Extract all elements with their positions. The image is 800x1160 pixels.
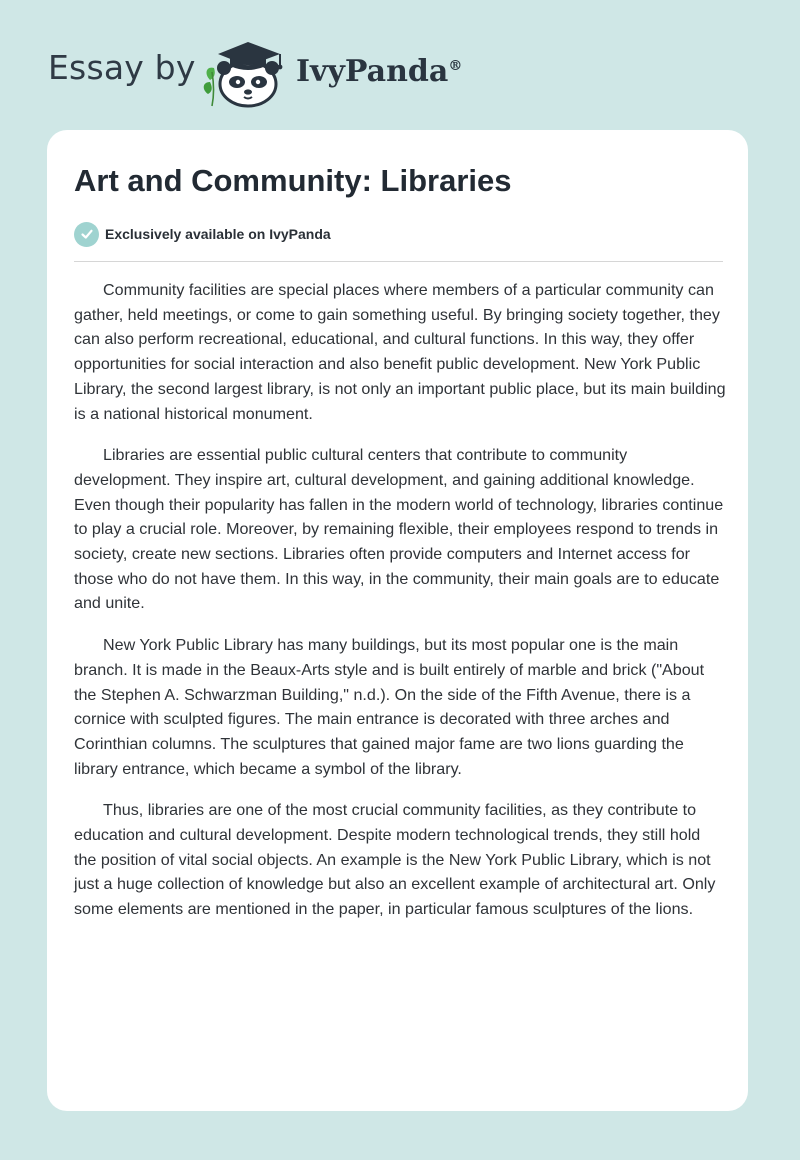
essay-body (74, 278, 726, 939)
site-header (0, 0, 800, 128)
registered-mark: ® (448, 58, 463, 74)
divider (74, 261, 723, 262)
paragraph: Libraries are essential public cultural centers that contribute to community development. They inspire art, cultural development, and gaining additional knowledge. Even though their popularity has fallen in the modern world of technology, libraries continue to play a crucial role. Moreover, by remaining flexible, their employees respond to trends in society, create new sections. Libraries often provide computers and Internet access for those who do not have them. In this way, in the community, their main goals are to educate and unite. (74, 446, 724, 613)
paragraph: Community facilities are special places where members of a particular community can gather, held meetings, or come to gain something useful. By bringing society together, they can also perform recreational, educational, and cultural functions. In this way, they offer opportunities for social interaction and also benefit public development. New York Public Library, the second largest library, is not only an important public place, but its main building is a national historical monument. (74, 281, 726, 423)
ivypanda-brand[interactable] (296, 54, 462, 89)
paragraph: New York Public Library has many buildings, but its most popular one is the main branch. It is made in the Beaux-Arts style and is built entirely of marble and brick ("About the Stephen A. Schwarzman Building," n.d.). On the side of the Fifth Avenue, there is a cornice with sculpted figures. The main entrance is decorated with three arches and Corinthian columns. The sculptures that gained major fame are two lions guarding the library entrance, which became a symbol of the library. (74, 636, 705, 778)
exclusive-badge-label: Exclusively available on IvyPanda (105, 226, 331, 242)
checkmark-circle-icon (74, 222, 99, 247)
essay-title: Art and Community: Libraries (74, 163, 512, 198)
paragraph: Thus, libraries are one of the most crucial community facilities, as they contribute to education and cultural development. Despite modern technological trends, they still hold the position of vital social objects. An example is the New York Public Library, which is not just a huge collection of knowledge but also an excellent example of architectural art. Only some elements are mentioned in the paper, in particular famous sculptures of the lions. (74, 801, 716, 919)
panda-graduation-cap-icon[interactable] (200, 36, 292, 110)
exclusive-badge (74, 221, 331, 247)
essay-card (47, 130, 748, 1111)
essay-by-label: Essay by (48, 48, 196, 87)
brand-name-text: IvyPanda (296, 54, 449, 89)
leaf-icon (204, 68, 215, 106)
